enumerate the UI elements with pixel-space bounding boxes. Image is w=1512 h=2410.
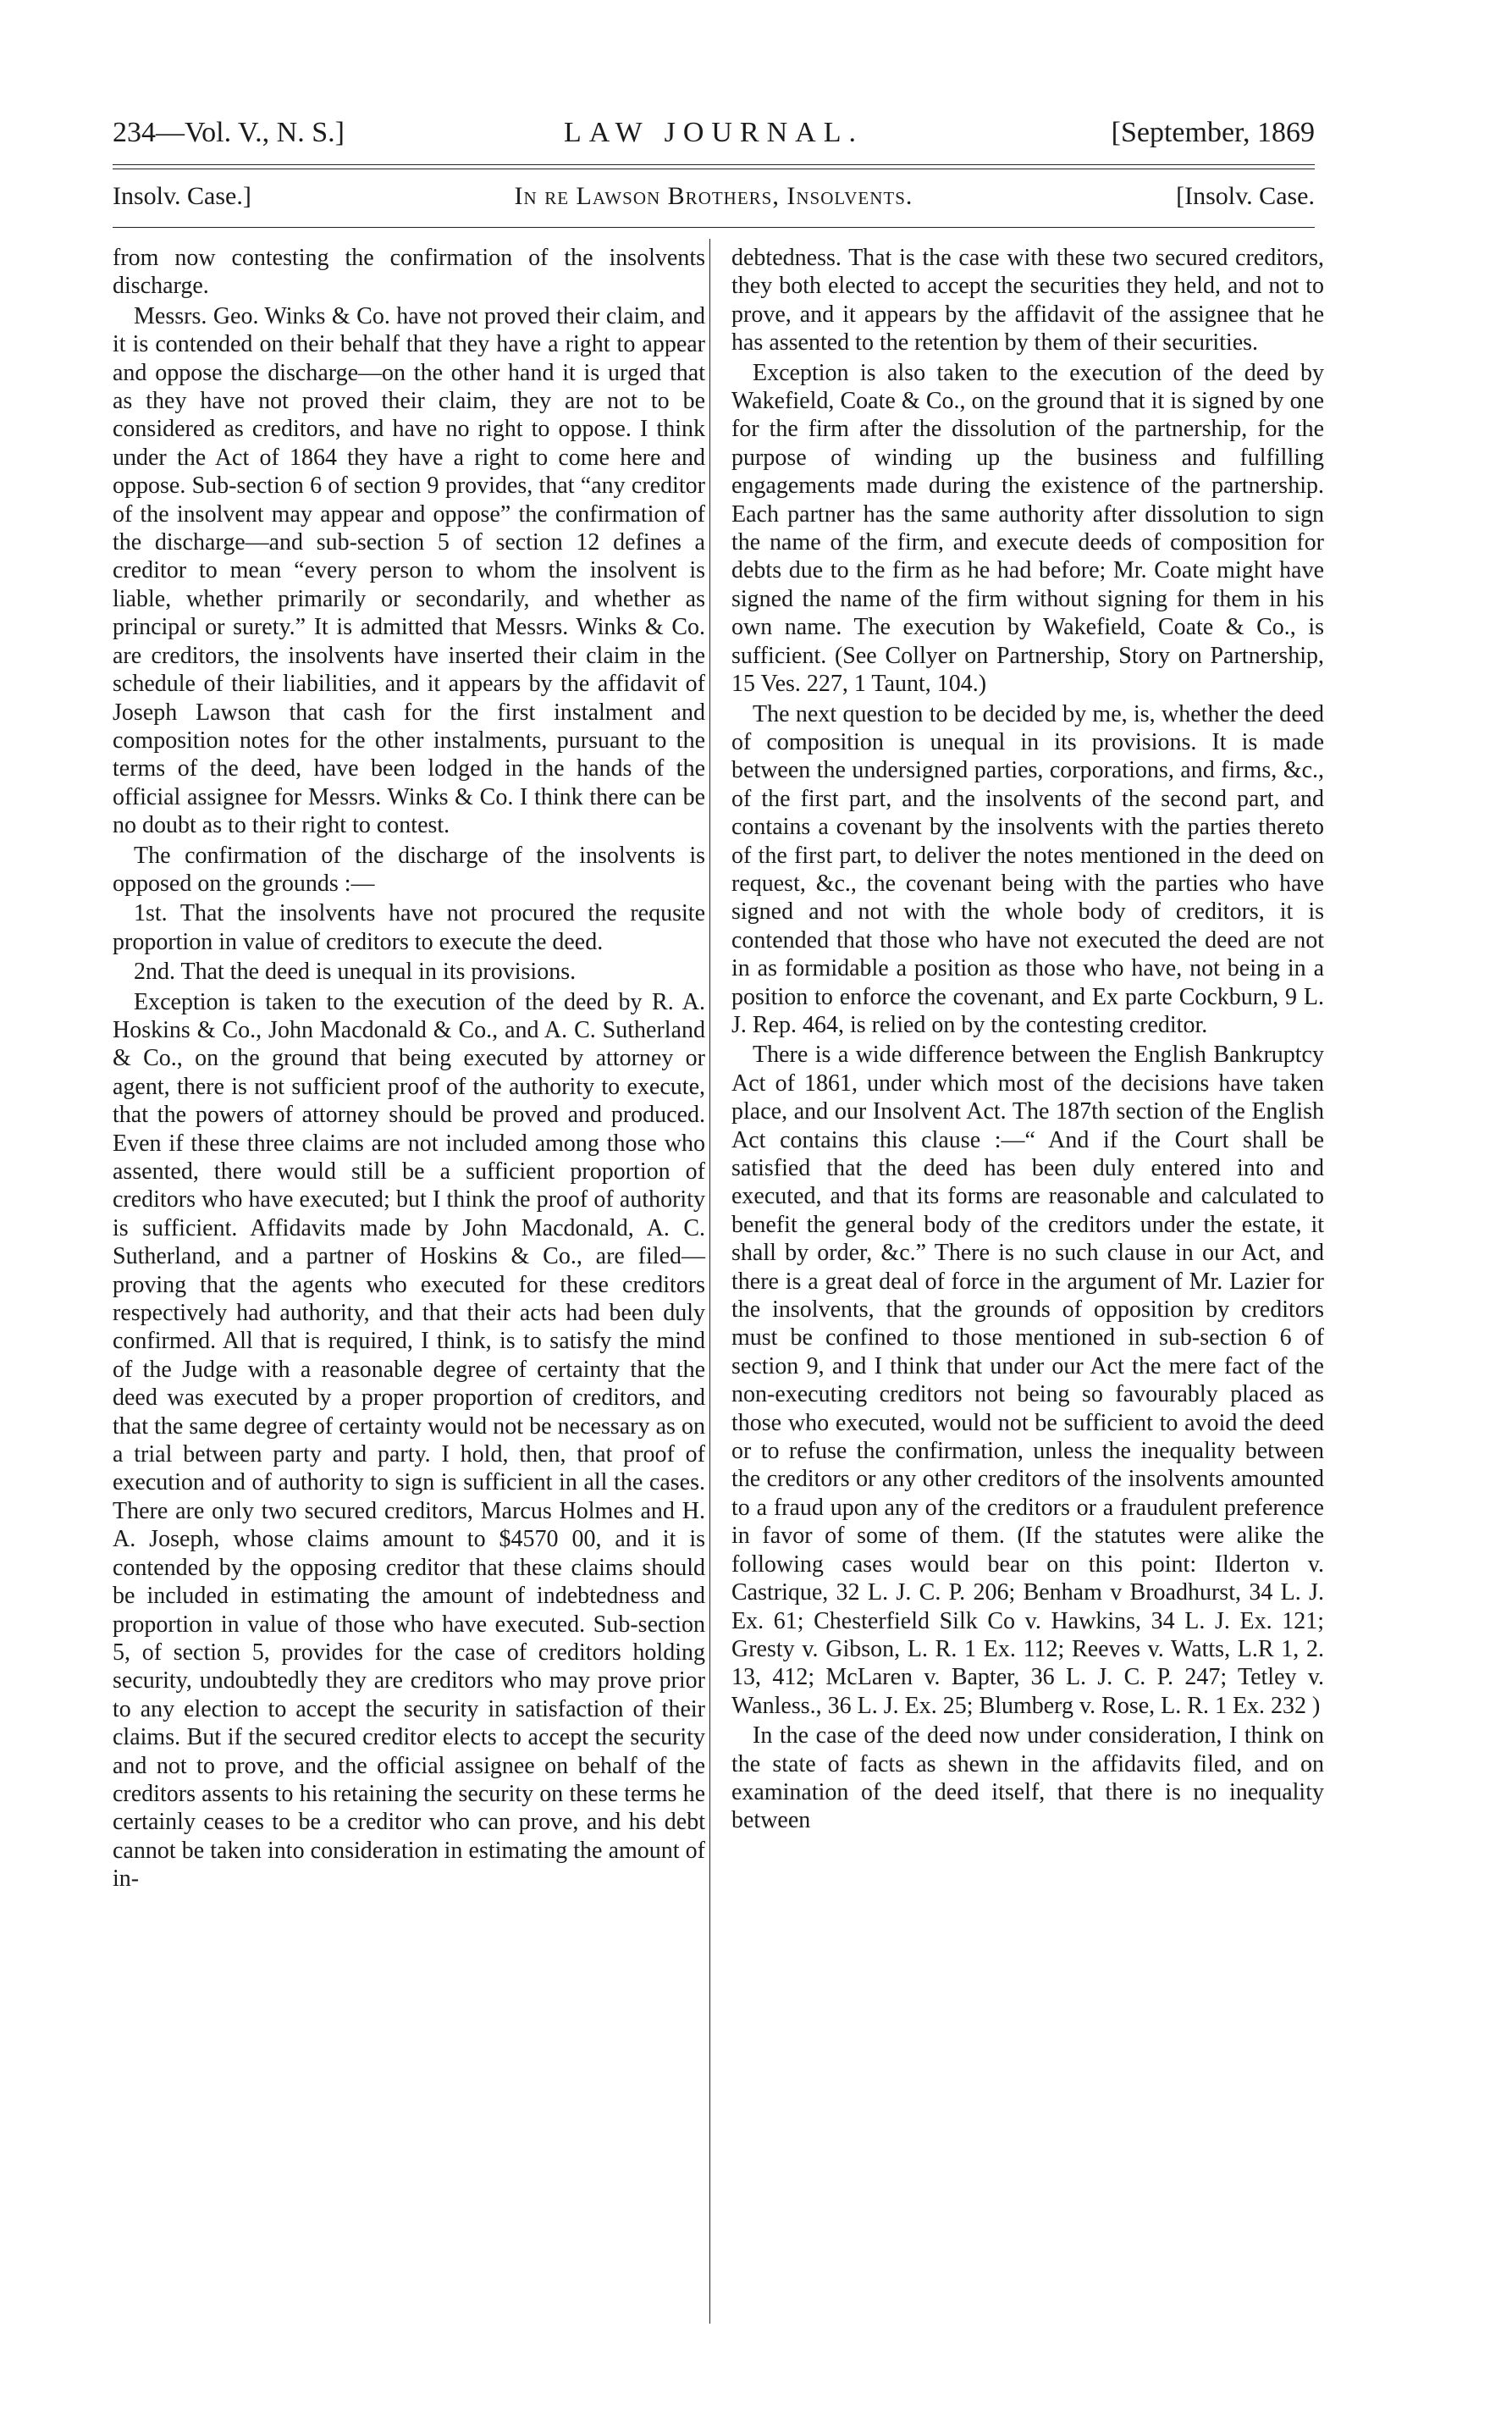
paragraph: 2nd. That the deed is unequal in its provisions.: [134, 959, 577, 986]
column-divider: [709, 239, 710, 2324]
case-header: [113, 182, 1315, 216]
right-column: [731, 244, 1324, 1837]
paragraph: There is a wide difference between the English Bankruptcy Act of 1861, under which most of the decisions have taken place, and our Insolvent Act. The 187th section of the English Act contains this clause :—“ And if the Court shall be satisfied that the deed has been duly entered into and executed, and that its forms are reasonable and calculated to benefit the general body of the creditors under the estate, it shall by order, &c.” There is no such clause in our Act, and there is a great deal of force in the argument of Mr. Lazier for the insolvents, that the grounds of opposition by creditors must be confined to those mentioned in sub-section 6 of section 9, and I think that under our Act the mere fact of the non-executing creditors not being so favourably placed as those who executed, would not be sufficient to avoid the deed or to refuse the confirmation, unless the inequality between the creditors or any other creditors of the insolvents amounted to a fraud upon any of the creditors or a fraudulent preference in favor of some of them. (If the statutes were alike the following cases would bear on this point: Ilderton v. Castrique, 32 L. J. C. P. 206; Benham v Broadhurst, 34 L. J. Ex. 61; Chesterfield Silk Co v. Hawkins, 34 L. J. Ex. 121; Gresty v. Gibson, L. R. 1 Ex. 112; Reeves v. Watts, L.R 1, 2. 13, 412; McLaren v. Bapter, 36 L. J. C. P. 247; Tetley v. Wanless., 36 L. J. Ex. 25; Blumberg v. Rose, L. R. 1 Ex. 232 ): [731, 1042, 1324, 1719]
left-column: [113, 244, 705, 1895]
header-journal-title: LAW JOURNAL.: [564, 117, 864, 148]
case-type-left: Insolv. Case.]: [113, 182, 251, 210]
paragraph: from now contesting the confirmation of the insolvents discharge.: [113, 245, 705, 300]
header-rule-top: [113, 164, 1315, 165]
header-date: [September, 1869: [1111, 117, 1315, 148]
paragraph: debtedness. That is the case with these two secured creditors, they both elected to accept the securities they held, and not to prove, and it appears by the affidavit of the assignee that he has assented to the retention by them of their securities.: [731, 245, 1324, 357]
running-header: [113, 117, 1315, 154]
paragraph: The next question to be decided by me, is, whether the deed of composition is unequal in its provisions. It is made between the undersigned parties, corporations, and firms, &c., of the first part, and the insolvents of the second part, and contains a covenant by the insolvents with the parties thereto of the first part, to deliver the notes mentioned in the deed on request, &c., the covenant being with the parties who have signed and not with the whole body of creditors, it is contended that those who have not executed the deed are not in as formidable a position as those who have, not being in a position to enforce the covenant, and Ex parte Cockburn, 9 L. J. Rep. 464, is relied on by the contesting creditor.: [731, 700, 1324, 1038]
case-title: In re Lawson Brothers, Insolvents.: [514, 182, 913, 210]
paragraph: 1st. That the insolvents have not procured the requsite proportion in value of creditors to execute the deed.: [113, 900, 705, 955]
paragraph: In the case of the deed now under consideration, I think on the state of facts as shewn in the affidavits filed, and on examination of the deed itself, that there is no inequality between: [731, 1722, 1324, 1834]
header-volume: 234—Vol. V., N. S.]: [113, 117, 345, 148]
paragraph: The confirmation of the discharge of the insolvents is opposed on the grounds :—: [113, 842, 705, 897]
paragraph: Exception is taken to the execution of the deed by R. A. Hoskins & Co., John Macdonald & Co., and A. C. Sutherland & Co., on the ground that being executed by attorney or agent, there is not sufficient proof of the authority to execute, that the powers of attorney should be proved and produced. Even if these three claims are not included among those who assented, there would still be a sufficient proportion of creditors who have executed; but I think the proof of authority is sufficient. Affidavits made by John Macdonald, A. C. Sutherland, and a partner of Hoskins & Co., are filed—proving that the agents who executed for these creditors respectively had authority, and that their acts had been duly confirmed. All that is required, I think, is to satisfy the mind of the Judge with a reasonable degree of certainty that the deed was executed by a proper proportion of creditors, and that the same degree of certainty would not be necessary as on a trial between party and party. I hold, then, that proof of execution and of authority to sign is sufficient in all the cases. There are only two secured creditors, Marcus Holmes and H. A. Joseph, whose claims amount to $4570 00, and it is contended by the opposing creditor that these claims should be included in estimating the amount of indebtedness and proportion in value of those who have executed. Sub-section 5, of section 5, provides for the case of creditors holding security, undoubtedly they are creditors who may prove prior to any election to accept the security in satisfaction of their claims. But if the secured creditor elects to accept the security and not to prove, and the official assignee on behalf of the creditors assents to his retaining the security on these terms he certainly ceases to be a creditor who can prove, and his debt cannot be taken into consideration in estimating the amount of in-: [113, 988, 705, 1893]
case-header-rule: [113, 227, 1315, 228]
paragraph: Messrs. Geo. Winks & Co. have not proved their claim, and it is contended on their behalf that they have a right to appear and oppose the discharge—on the other hand it is urged that as they have not proved their claim, they are not to be considered as creditors, and have no right to oppose. I think under the Act of 1864 they have a right to come here and oppose. Sub-section 6 of section 9 provides, that “any creditor of the insolvent may appear and oppose” the confirmation of the discharge—and sub-section 5 of section 12 defines a creditor to mean “every person to whom the insolvent is liable, whether primarily or secondarily, and whether as principal or surety.” It is admitted that Messrs. Winks & Co. are creditors, the insolvents have inserted their claim in the schedule of their liabilities, and it appears by the affidavit of Joseph Lawson that cash for the first instalment and composition notes for the other instalments, pursuant to the terms of the deed, have been lodged in the hands of the official assignee for Messrs. Winks & Co. I think there can be no doubt as to their right to contest.: [113, 302, 705, 839]
paragraph: Exception is also taken to the execution of the deed by Wakefield, Coate & Co., on the ground that it is signed by one for the firm after the dissolution of the partnership, for the purpose of winding up the business and fulfilling engagements made during the existence of the partnership. Each partner has the same authority after dissolution to sign the name of the firm, and execute deeds of composition for debts due to the firm as he had before; Mr. Coate might have signed the name of the firm without signing for them in his own name. The execution by Wakefield, Coate & Co., is sufficient. (See Collyer on Partnership, Story on Partnership, 15 Ves. 227, 1 Taunt, 104.): [731, 359, 1324, 698]
case-type-right: [Insolv. Case.: [1176, 182, 1315, 210]
